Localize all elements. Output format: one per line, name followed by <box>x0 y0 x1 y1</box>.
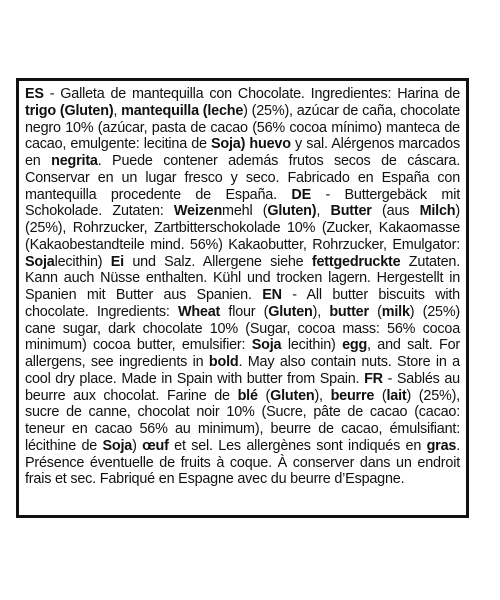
text-run: ) (25%), Rohrzucker, Zartbitterschokolade 10% (Zucker, Kakaomasse (Kakaobestandteile mind. 56%) Kakaobutter, Rohrzucker, Emulgator: <box>25 203 460 253</box>
text-run: - Buttergebäck mit Schokolade. Zutaten: <box>25 186 460 220</box>
bold-text-run: butter <box>329 303 369 320</box>
bold-text-run: EN <box>262 287 282 303</box>
bold-text-run: Gluten <box>268 303 313 320</box>
text-run: ), <box>312 303 330 320</box>
ingredients-text <box>25 86 460 488</box>
text-run: ( <box>368 303 382 320</box>
bold-text-run: Gluten) <box>267 203 317 220</box>
bold-text-run: egg <box>342 337 368 354</box>
text-run: Zutaten. Kann auch Nüsse enthalten. Kühl und trocken lagern. Hergestellt in Spanien mit Butter aus Spanien. <box>25 253 460 303</box>
bold-text-run: Soja) <box>211 136 246 153</box>
bold-text-run: Soja <box>251 337 282 354</box>
text-run: - Galleta de mantequilla con Chocolate. Ingredientes: Harina de <box>43 86 460 102</box>
bold-text-run: FR <box>364 370 383 387</box>
text-run: mehl ( <box>222 203 268 220</box>
bold-text-run: ES <box>25 86 44 102</box>
bold-text-run: gras <box>426 437 457 454</box>
bold-text-run: Butter <box>330 203 372 220</box>
text-run: ) (25%), azúcar de caña, chocolate negro 10% (azúcar, pasta de cacao (56% cocoa mínimo) manteca de cacao, emulgente: lecitina de <box>25 102 461 153</box>
text-run: . Puede contener además frutos secos de cáscara. Conservar en un lugar fresco y seco. Fabricado en España con mantequilla procedente de España. <box>25 153 460 203</box>
bold-text-run: trigo (Gluten) <box>25 102 114 119</box>
text-run: - All butter biscuits with chocolate. Ingredients: <box>25 287 460 320</box>
text-run: ( <box>374 387 387 404</box>
text-run: (aus <box>371 203 420 220</box>
bold-text-run: œuf <box>142 437 169 454</box>
bold-text-run: Soja <box>25 253 55 270</box>
text-run: et sel. Les allergènes sont indiqués en <box>168 437 427 454</box>
bold-text-run: DE <box>291 186 311 203</box>
ingredients-label-box <box>16 78 469 518</box>
text-run: . Présence éventuelle de fruits à coque. À conserver dans un endroit frais et sec. Fabriqué en Espagne avec du beurre d’Espagne. <box>25 437 460 488</box>
text-run: lecithin) <box>54 253 111 270</box>
text-run: ) <box>132 437 143 454</box>
text-run: flour ( <box>220 303 269 320</box>
bold-text-run: Weizen <box>173 203 223 220</box>
bold-text-run: fettgedruckte <box>311 253 401 270</box>
text-run: - Sablés au beurre aux chocolat. Farine de <box>25 370 460 404</box>
text-run: ( <box>257 387 271 404</box>
text-run: und Salz. Allergene siehe <box>123 253 312 270</box>
text-run: ) (25%) cane sugar, dark chocolate 10% (Sugar, cocoa mass: 56% cocoa minimum) cocoa butter, emulsifier: <box>25 303 461 354</box>
text-run: , and salt. For allergens, see ingredients in <box>25 337 461 370</box>
text-run: , <box>113 102 122 119</box>
bold-text-run: Ei <box>110 253 124 270</box>
text-run: lecithin) <box>281 337 343 354</box>
text-run: . May also contain nuts. Store in a cool dry place. Made in Spain with butter from Spain. <box>25 354 460 387</box>
bold-text-run: Soja <box>102 437 133 454</box>
bold-text-run: lait <box>386 387 407 404</box>
bold-text-run: negrita <box>51 153 98 169</box>
bold-text-run: bold <box>208 354 239 370</box>
bold-text-run: blé <box>237 387 258 404</box>
bold-text-run: huevo <box>249 136 291 153</box>
bold-text-run: mantequilla (leche <box>121 102 244 119</box>
bold-text-run: beurre <box>330 387 375 404</box>
bold-text-run: milk <box>381 303 410 320</box>
text-run: y sal. Alérgenos marcados en <box>25 136 460 169</box>
bold-text-run: Milch <box>419 203 456 220</box>
text-run: ), <box>314 387 331 404</box>
bold-text-run: Gluten <box>270 387 315 404</box>
text-run: ) (25%), sucre de canne, chocolat noir 10% (Sucre, pâte de cacao (cacao: teneur en cacao 56% au minimum), beurre de cacao, émulsifiant: lécithine de <box>25 387 460 454</box>
text-run: , <box>316 203 331 220</box>
bold-text-run: Wheat <box>177 303 221 320</box>
